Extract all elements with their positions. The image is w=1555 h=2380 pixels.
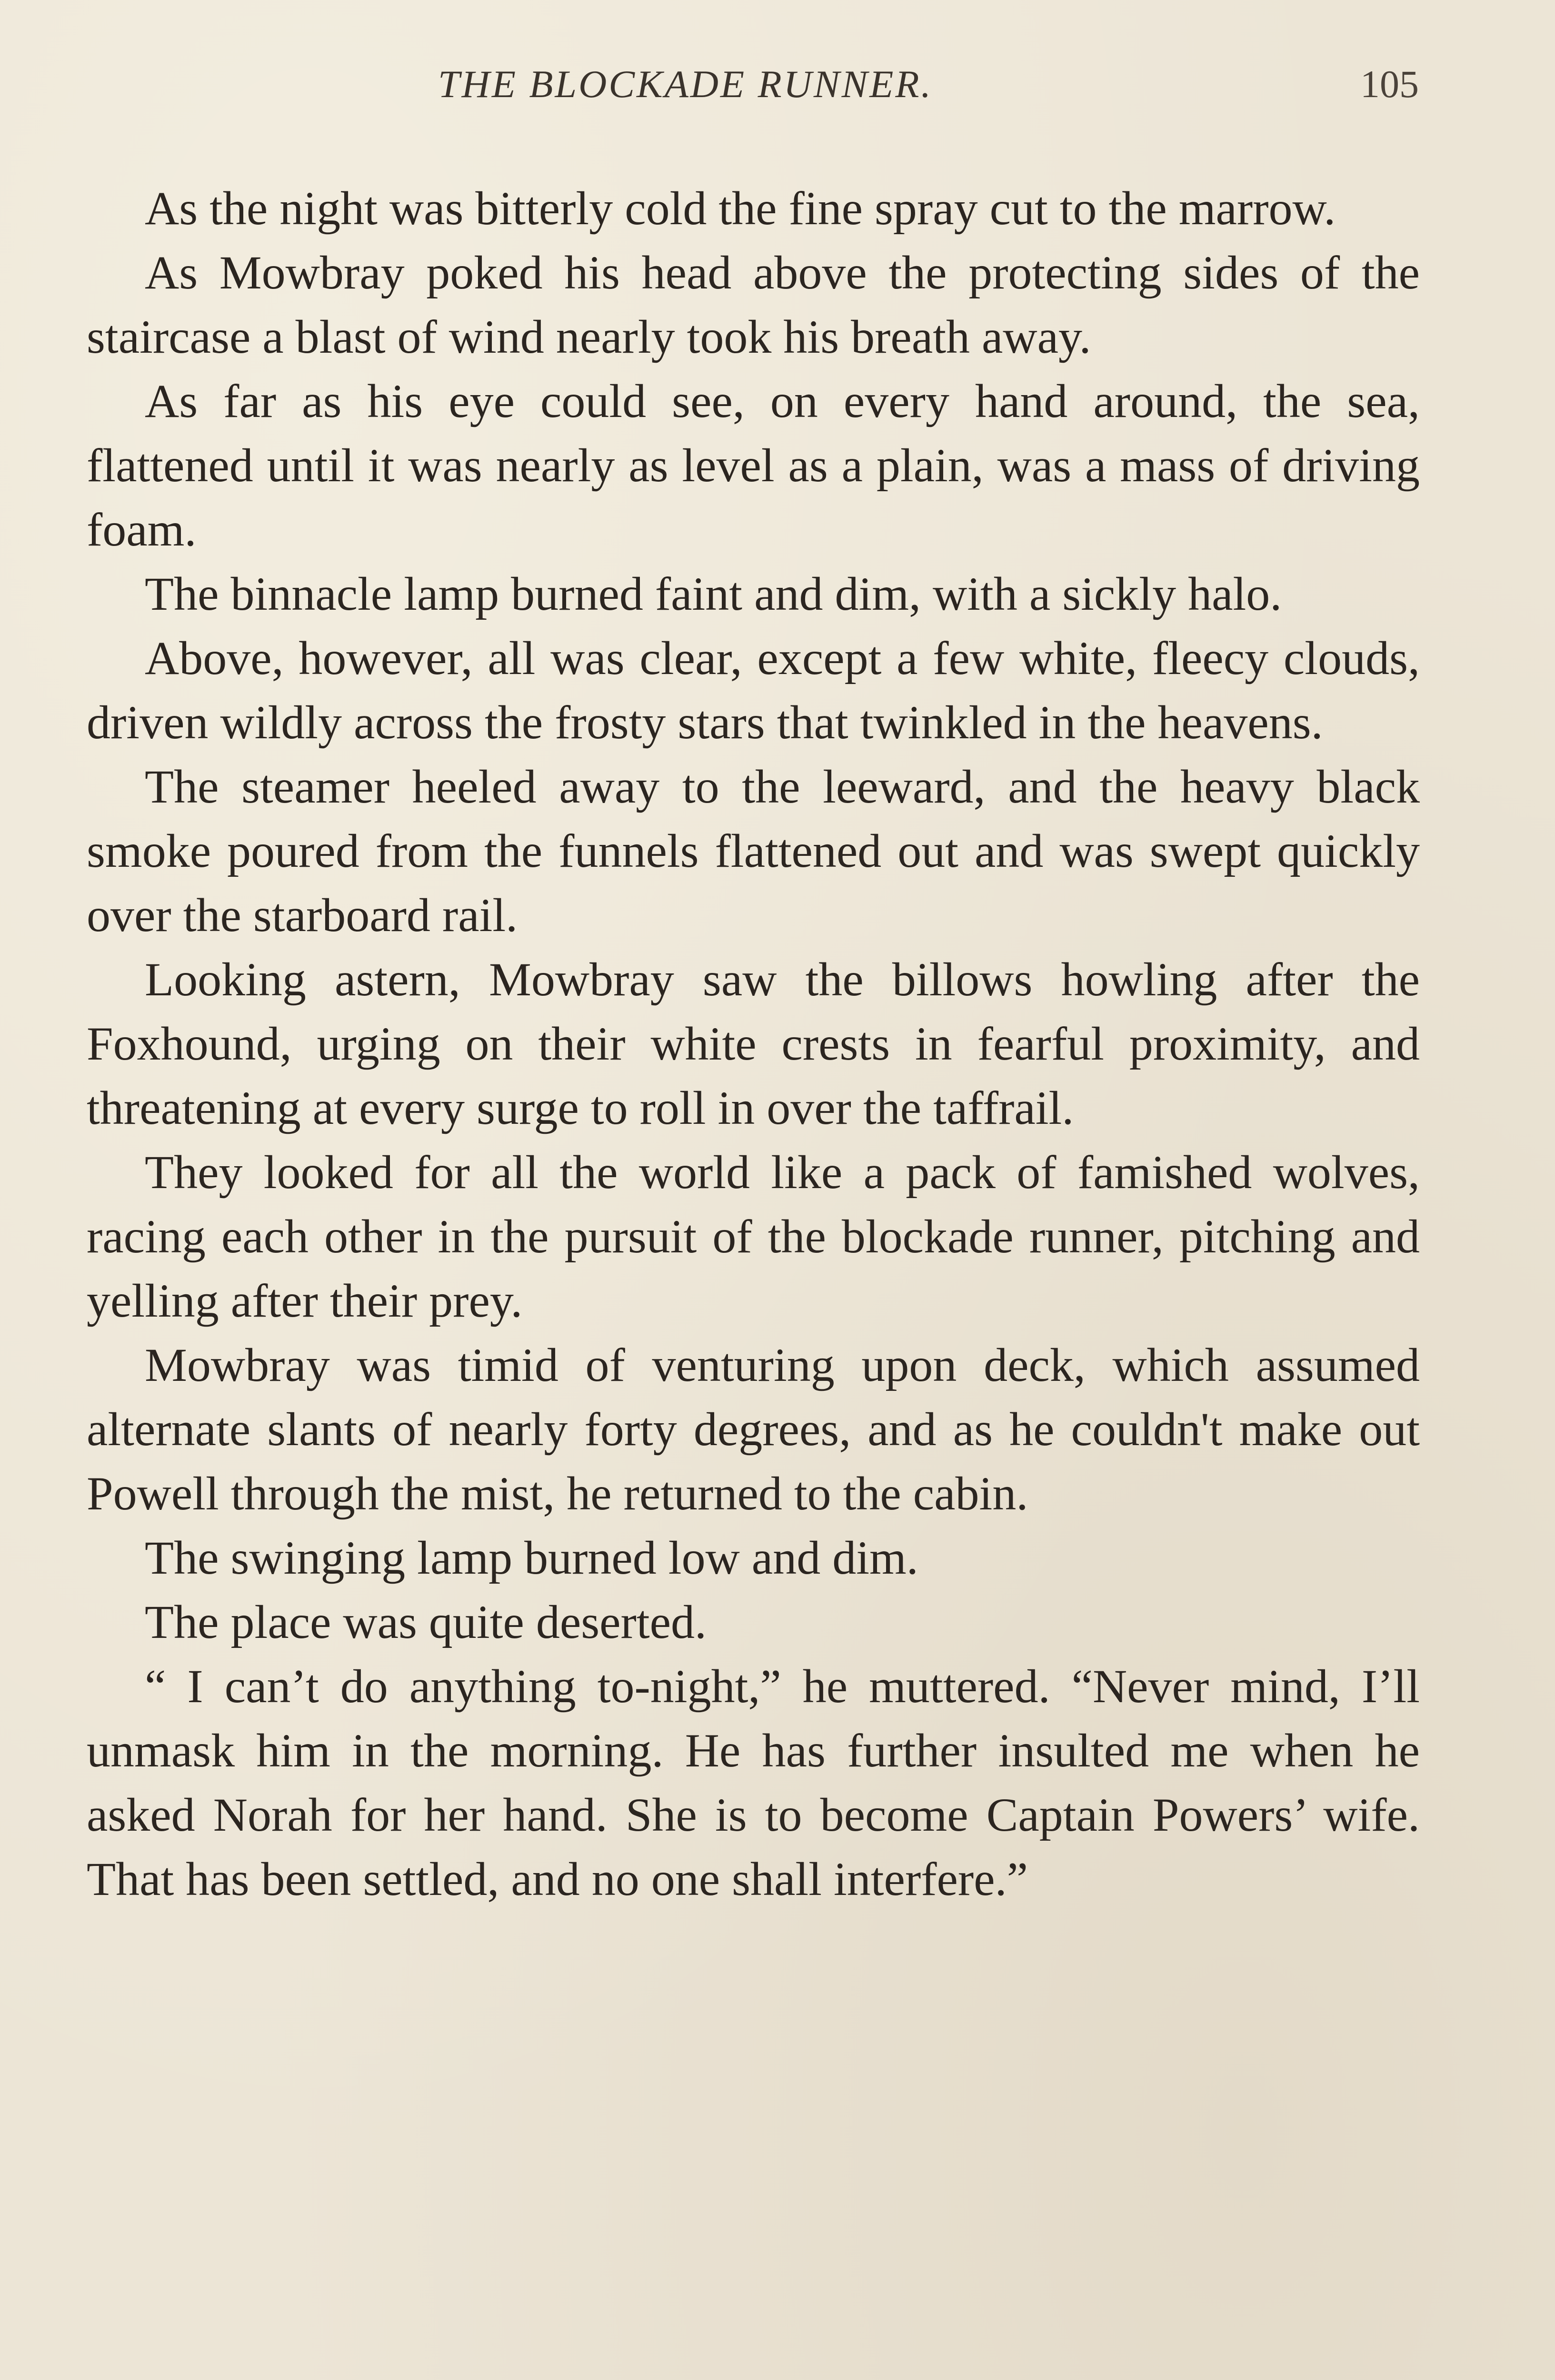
- body-text: [87, 176, 1420, 1911]
- paragraph: As the night was bitterly cold the fine spray cut to the marrow.: [145, 182, 1336, 235]
- paragraph: They looked for all the world like a pack of famished wolves, racing each other in the pursuit of the blockade runner, pitching and yelling after their prey.: [87, 1146, 1420, 1327]
- running-title: THE BLOCKADE RUNNER.: [438, 62, 933, 106]
- paragraph: Mowbray was timid of venturing upon deck, which assumed alternate slants of nearly forty degrees, and as he couldn't make out Powell through the mist, he returned to the cabin.: [87, 1339, 1420, 1520]
- page-number: 105: [1360, 62, 1419, 106]
- paragraph: As Mowbray poked his head above the protecting sides of the staircase a blast of wind nearly took his breath away.: [87, 246, 1420, 363]
- paragraph: The swinging lamp burned low and dim.: [145, 1531, 918, 1584]
- paragraph: Looking astern, Mowbray saw the billows howling after the Foxhound, urging on their white crests in fearful proximity, and threatening at every surge to roll in over the taffrail.: [87, 953, 1420, 1134]
- paragraph: As far as his eye could see, on every hand around, the sea, flattened until it was nearly as level as a plain, was a mass of driving foam.: [87, 375, 1420, 556]
- running-head: [86, 62, 1419, 119]
- paragraph: The binnacle lamp burned faint and dim, with a sickly halo.: [145, 567, 1282, 620]
- paragraph: The place was quite deserted.: [145, 1596, 707, 1648]
- paragraph: The steamer heeled away to the leeward, and the heavy black smoke poured from the funnels flattened out and was swept quickly over the starboard rail.: [87, 760, 1420, 942]
- paragraph: “ I can’t do anything to-night,” he muttered. “Never mind, I’ll unmask him in the morning. He has further insulted me when he asked Norah for her hand. She is to become Captain Powers’ wife. That has been settled, and no one shall interfere.”: [87, 1660, 1420, 1905]
- paragraph: Above, however, all was clear, except a few white, fleecy clouds, driven wildly across the frosty stars that twinkled in the heavens.: [87, 632, 1420, 749]
